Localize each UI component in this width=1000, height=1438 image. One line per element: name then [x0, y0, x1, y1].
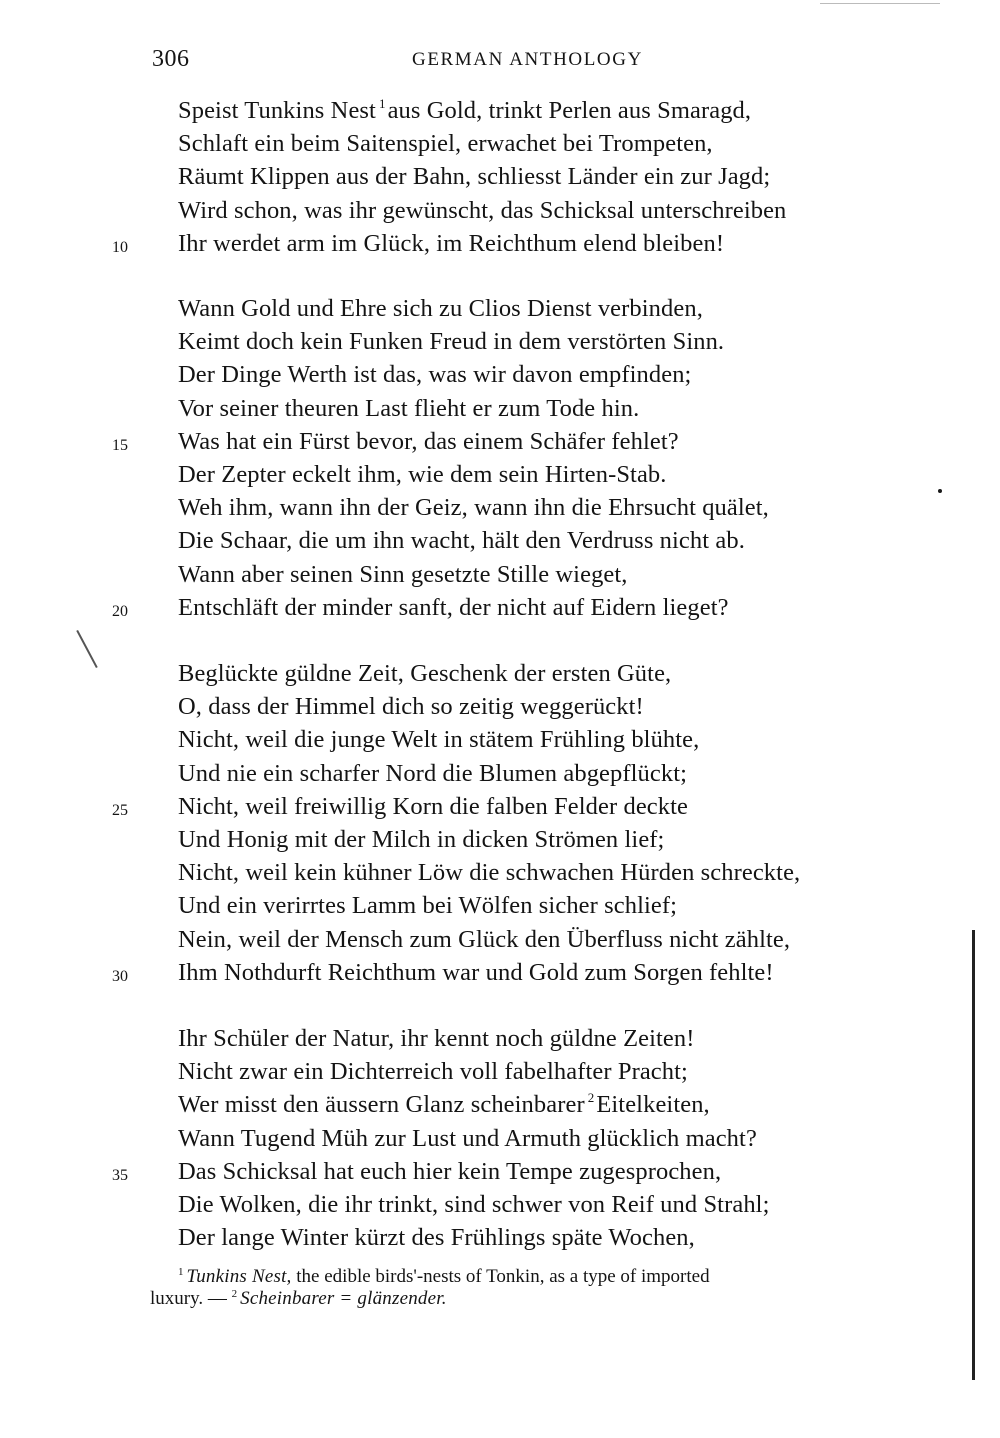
poem-line — [0, 657, 1000, 690]
line-text: Weh ihm, wann ihn der Geiz, wann ihn die Ehrsucht quälet, — [178, 494, 769, 522]
line-text: Keimt doch kein Funken Freud in dem verstörten Sinn. — [178, 328, 725, 356]
poem-line — [0, 325, 1000, 358]
page-header — [150, 46, 670, 76]
line-text: Wann Tugend Müh zur Lust und Armuth glücklich macht? — [178, 1124, 757, 1152]
line-number: 30 — [112, 967, 128, 985]
line-text: Nicht, weil freiwillig Korn die falben Felder deckte — [178, 792, 688, 820]
stanza-3 — [0, 657, 1000, 989]
line-text: Wann Gold und Ehre sich zu Clios Dienst verbinden, — [178, 295, 703, 322]
poem-line — [0, 160, 1000, 193]
line-text: Die Schaar, die um ihn wacht, hält den Verdruss nicht ab. — [178, 527, 745, 555]
line-text: Entschläft der minder sanft, der nicht auf Eidern lieget? — [178, 593, 729, 621]
running-head: GERMAN ANTHOLOGY — [412, 49, 643, 70]
line-text: Wird schon, was ihr gewünscht, das Schicksal unterschreiben — [178, 196, 787, 224]
line-text: Das Schicksal hat euch hier kein Tempe zugesprochen, — [178, 1157, 722, 1185]
page-number: 306 — [152, 46, 190, 72]
poem-line — [0, 757, 1000, 790]
line-text: Vor seiner theuren Last flieht er zum Tode hin. — [178, 394, 640, 422]
poem-line — [0, 358, 1000, 391]
line-text: Nicht, weil kein kühner Löw die schwachen Hürden schreckte, — [178, 859, 801, 887]
line-text: Der Dinge Werth ist das, was wir davon empfinden; — [178, 361, 692, 389]
line-number: 20 — [112, 602, 128, 620]
line-text: Und ein verirrtes Lamm bei Wölfen sicher schlief; — [178, 892, 678, 920]
poem-line — [0, 491, 1000, 524]
line-text: Der lange Winter kürzt des Frühlings späte Wochen, — [178, 1224, 695, 1252]
poem-line — [0, 723, 1000, 756]
footnote-text: luxury. — — [150, 1288, 227, 1309]
scan-artifact-edge-line — [972, 930, 975, 1380]
line-text: Nein, weil der Mensch zum Glück den Überfluss nicht zählte, — [178, 925, 791, 953]
poem-line — [0, 292, 1000, 325]
poem-line — [0, 956, 1000, 989]
footnote-marker: 1 — [178, 1266, 184, 1278]
poem-line — [0, 458, 1000, 491]
line-text: Was hat ein Fürst bevor, das einem Schäfer fehlet? — [178, 427, 679, 455]
poem-line — [0, 1122, 1000, 1155]
poem-line — [0, 1022, 1000, 1055]
footnote-term: Scheinbarer = glänzender. — [240, 1288, 447, 1309]
line-text: Speist Tunkins Nest $^1$aus Gold, trinkt Perlen aus Smaragd, — [178, 96, 752, 124]
line-text: Der Zepter eckelt ihm, wie dem sein Hirten-Stab. — [178, 460, 667, 488]
footnote-text: the edible birds'-nests of Tonkin, as a type of imported — [296, 1266, 710, 1287]
footnote-1 — [150, 1266, 920, 1288]
poem-line — [0, 823, 1000, 856]
line-number: 25 — [112, 801, 128, 819]
poem-line — [0, 1088, 1000, 1121]
poem-line — [0, 1188, 1000, 1221]
line-text: Wer misst den äussern Glanz scheinbarer $^2$Eitelkeiten, — [178, 1090, 710, 1119]
stanza-1 — [0, 94, 1000, 260]
line-text: Räumt Klippen aus der Bahn, schliesst Länder ein zur Jagd; — [178, 163, 771, 191]
poem-line — [0, 194, 1000, 227]
footnote-marker: 2 — [231, 1288, 238, 1300]
line-text: Und nie ein scharfer Nord die Blumen abgepflückt; — [178, 759, 688, 787]
poem-line — [0, 425, 1000, 458]
line-number: 35 — [112, 1166, 128, 1184]
poem-line — [0, 923, 1000, 956]
poem-line — [0, 127, 1000, 160]
poem-line — [0, 558, 1000, 591]
line-text: Wann aber seinen Sinn gesetzte Stille wieget, — [178, 560, 628, 588]
poem-line — [0, 392, 1000, 425]
line-text: Schlaft ein beim Saitenspiel, erwachet bei Trompeten, — [178, 130, 713, 158]
footnote-ref-2[interactable]: 2 — [587, 1090, 595, 1106]
line-number: 10 — [112, 238, 128, 256]
poem-line — [0, 690, 1000, 723]
poem-line — [0, 227, 1000, 260]
footnotes — [150, 1266, 920, 1310]
poem-line — [0, 856, 1000, 889]
line-text: O, dass der Himmel dich so zeitig weggerückt! — [178, 693, 644, 721]
poem-line — [0, 790, 1000, 823]
scan-artifact-top-edge — [820, 3, 940, 4]
poem-line — [0, 94, 1000, 127]
line-text: Ihr Schüler der Natur, ihr kennt noch güldne Zeiten! — [178, 1025, 695, 1052]
line-text: Beglückte güldne Zeit, Geschenk der ersten Güte, — [178, 660, 672, 687]
line-text: Nicht, weil die junge Welt in stätem Frühling blühte, — [178, 726, 700, 754]
poem-line — [0, 1221, 1000, 1254]
poem-line — [0, 1155, 1000, 1188]
footnote-term: Tunkins Nest, — [186, 1266, 292, 1287]
line-text: Die Wolken, die ihr trinkt, sind schwer von Reif und Strahl; — [178, 1190, 770, 1218]
stanza-2 — [0, 292, 1000, 624]
line-text: Und Honig mit der Milch in dicken Strömen lief; — [178, 825, 665, 853]
line-text: Nicht zwar ein Dichterreich voll fabelhafter Pracht; — [178, 1058, 688, 1086]
scan-artifact-dot — [938, 489, 942, 493]
footnote-ref-1[interactable]: 1 — [378, 96, 386, 111]
line-text: Ihm Nothdurft Reichthum war und Gold zum Sorgen fehlte! — [178, 958, 774, 986]
poem-line — [0, 524, 1000, 557]
line-text: Ihr werdet arm im Glück, im Reichthum elend bleiben! — [178, 229, 725, 257]
line-number: 15 — [112, 436, 128, 454]
poem-line — [0, 591, 1000, 624]
footnote-2 — [150, 1288, 920, 1310]
poem-line — [0, 1055, 1000, 1088]
stanza-4 — [0, 1022, 1000, 1254]
poem-line — [0, 889, 1000, 922]
